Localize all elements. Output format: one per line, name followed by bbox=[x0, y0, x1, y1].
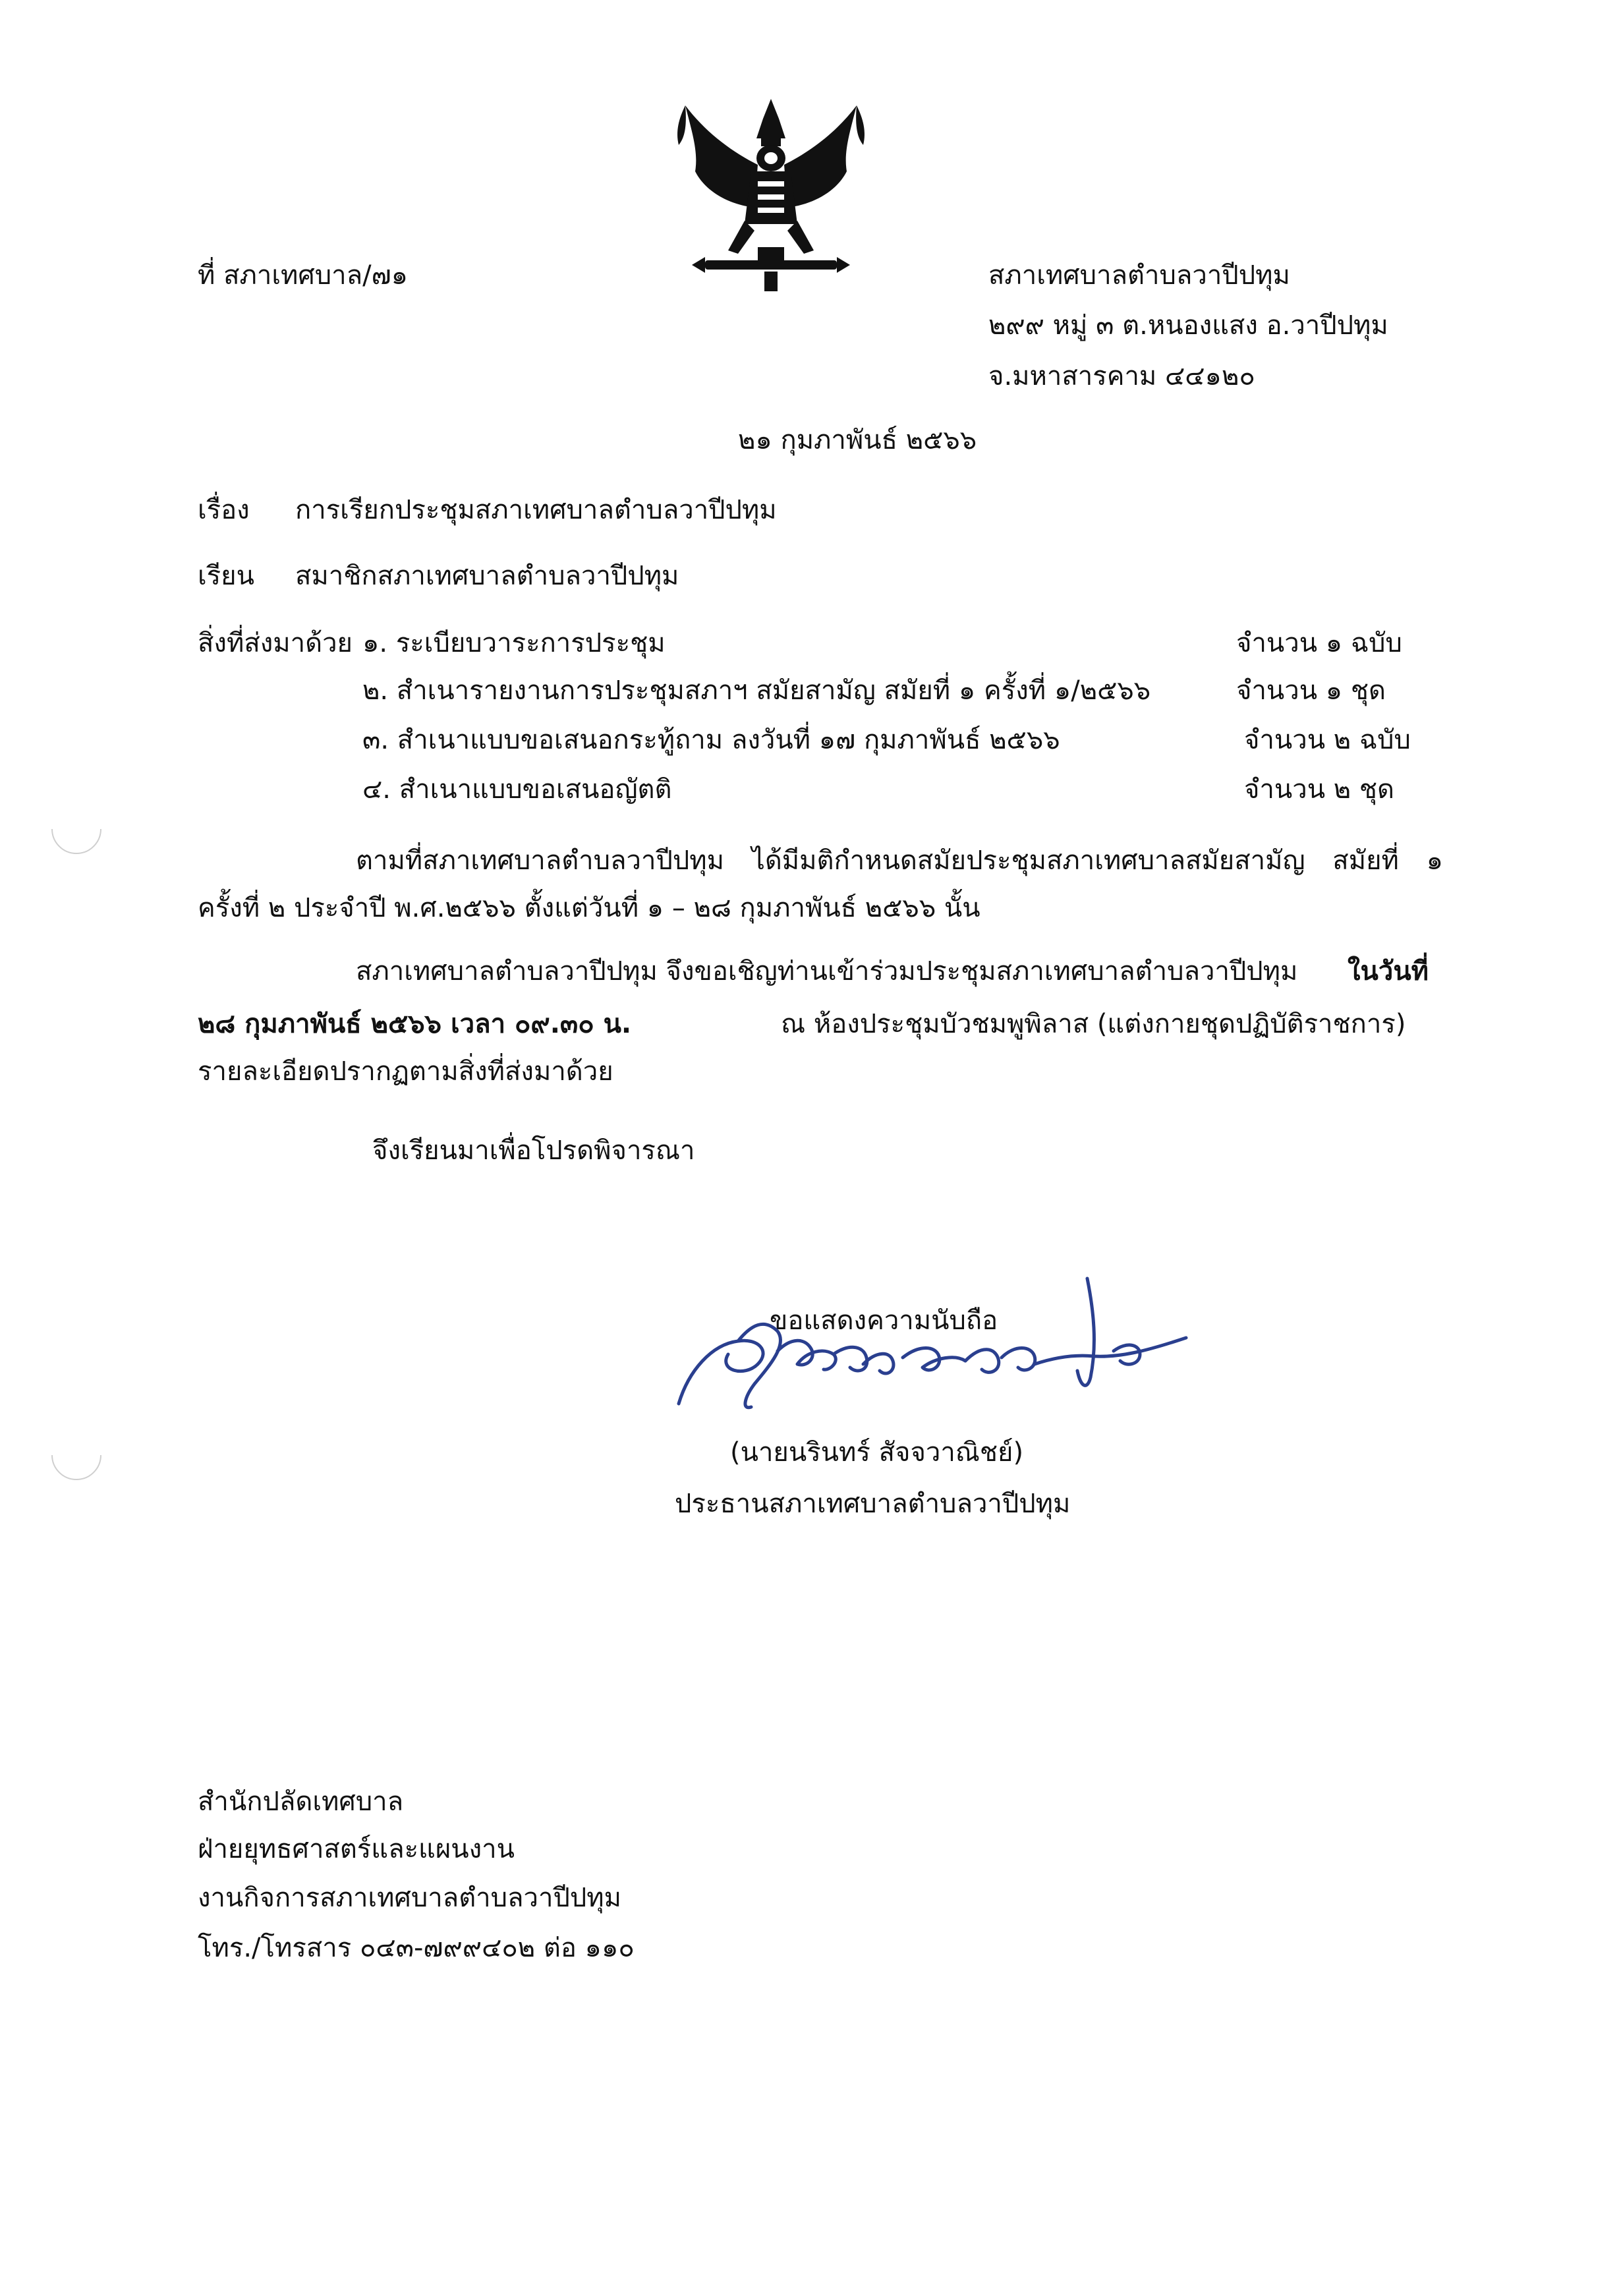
garuda-emblem-icon bbox=[666, 92, 876, 297]
footer-phone: โทร./โทรสาร ๐๔๓-๗๙๙๔๐๒ ต่อ ๑๑๐ bbox=[198, 1933, 635, 1963]
enclosure-item-4: ๔. สำเนาแบบขอเสนอญัตติ bbox=[362, 774, 672, 805]
paragraph2-line1-normal: สภาเทศบาลตำบลวาปีปทุม จึงขอเชิญท่านเข้าร่วมประชุมสภาเทศบาลตำบลวาปีปทุม bbox=[356, 956, 1298, 987]
letter-date: ๒๑ กุมภาพันธ์ ๒๕๖๖ bbox=[738, 425, 977, 455]
enclosure-amount-3: จำนวน ๒ ฉบับ bbox=[1244, 725, 1411, 755]
footer-division: ฝ่ายยุทธศาสตร์และแผนงาน bbox=[198, 1834, 515, 1864]
to-label: เรียน bbox=[198, 561, 254, 591]
enclosure-amount-4: จำนวน ๒ ชุด bbox=[1244, 774, 1394, 805]
sender-name: สภาเทศบาลตำบลวาปีปทุม bbox=[988, 260, 1290, 291]
paragraph2-line1-bold: ในวันที่ bbox=[1348, 956, 1429, 987]
enclosure-amount-2: จำนวน ๑ ชุด bbox=[1236, 675, 1386, 706]
footer-section: งานกิจการสภาเทศบาลตำบลวาปีปทุม bbox=[198, 1883, 621, 1913]
punch-hole-top bbox=[51, 804, 101, 854]
closing-text: จึงเรียนมาเพื่อโปรดพิจารณา bbox=[372, 1135, 695, 1166]
paragraph2-line3: รายละเอียดปรากฏตามสิ่งที่ส่งมาด้วย bbox=[198, 1056, 613, 1087]
enclosure-item-2: ๒. สำเนารายงานการประชุมสภาฯ สมัยสามัญ สมัยที่ ๑ ครั้งที่ ๑/๒๕๖๖ bbox=[362, 675, 1151, 706]
sender-address-line1: ๒๙๙ หมู่ ๓ ต.หนองแสง อ.วาปีปทุม bbox=[988, 310, 1388, 341]
subject-label: เรื่อง bbox=[198, 495, 250, 525]
paragraph2-line2-normal: ณ ห้องประชุมบัวชมพูพิลาส (แต่งกายชุดปฏิบัติราชการ) bbox=[781, 1009, 1406, 1039]
enclosure-item-3: ๓. สำเนาแบบขอเสนอกระทู้ถาม ลงวันที่ ๑๗ กุมภาพันธ์ ๒๕๖๖ bbox=[362, 725, 1060, 755]
enclosures-label: สิ่งที่ส่งมาด้วย bbox=[198, 628, 353, 658]
paragraph1-line1: ตามที่สภาเทศบาลตำบลวาปีปทุม ได้มีมติกำหนดสมัยประชุมสภาเทศบาลสมัยสามัญ สมัยที่ ๑ bbox=[356, 846, 1443, 876]
reference-number: ที่ สภาเทศบาล/๗๑ bbox=[198, 260, 409, 291]
subject-text: การเรียกประชุมสภาเทศบาลตำบลวาปีปทุม bbox=[295, 495, 777, 525]
sender-address-line2: จ.มหาสารคาม ๔๔๑๒๐ bbox=[988, 361, 1255, 391]
enclosure-item-1: ๑. ระเบียบวาระการประชุม bbox=[362, 628, 666, 658]
signatory-name: (นายนรินทร์ สัจจวาณิชย์) bbox=[730, 1437, 1024, 1468]
regards-text: ขอแสดงความนับถือ bbox=[770, 1306, 998, 1336]
punch-hole-bottom bbox=[51, 1430, 101, 1480]
handwritten-signature-icon bbox=[666, 1272, 1206, 1430]
paragraph2-line2-bold: ๒๘ กุมภาพันธ์ ๒๕๖๖ เวลา ๐๙.๓๐ น. bbox=[198, 1009, 632, 1039]
enclosure-amount-1: จำนวน ๑ ฉบับ bbox=[1236, 628, 1402, 658]
signatory-position: ประธานสภาเทศบาลตำบลวาปีปทุม bbox=[675, 1489, 1071, 1519]
paragraph1-line2: ครั้งที่ ๒ ประจำปี พ.ศ.๒๕๖๖ ตั้งแต่วันที่ ๑ – ๒๘ กุมภาพันธ์ ๒๕๖๖ นั้น bbox=[198, 893, 980, 923]
footer-office: สำนักปลัดเทศบาล bbox=[198, 1787, 404, 1817]
to-text: สมาชิกสภาเทศบาลตำบลวาปีปทุม bbox=[295, 561, 679, 591]
